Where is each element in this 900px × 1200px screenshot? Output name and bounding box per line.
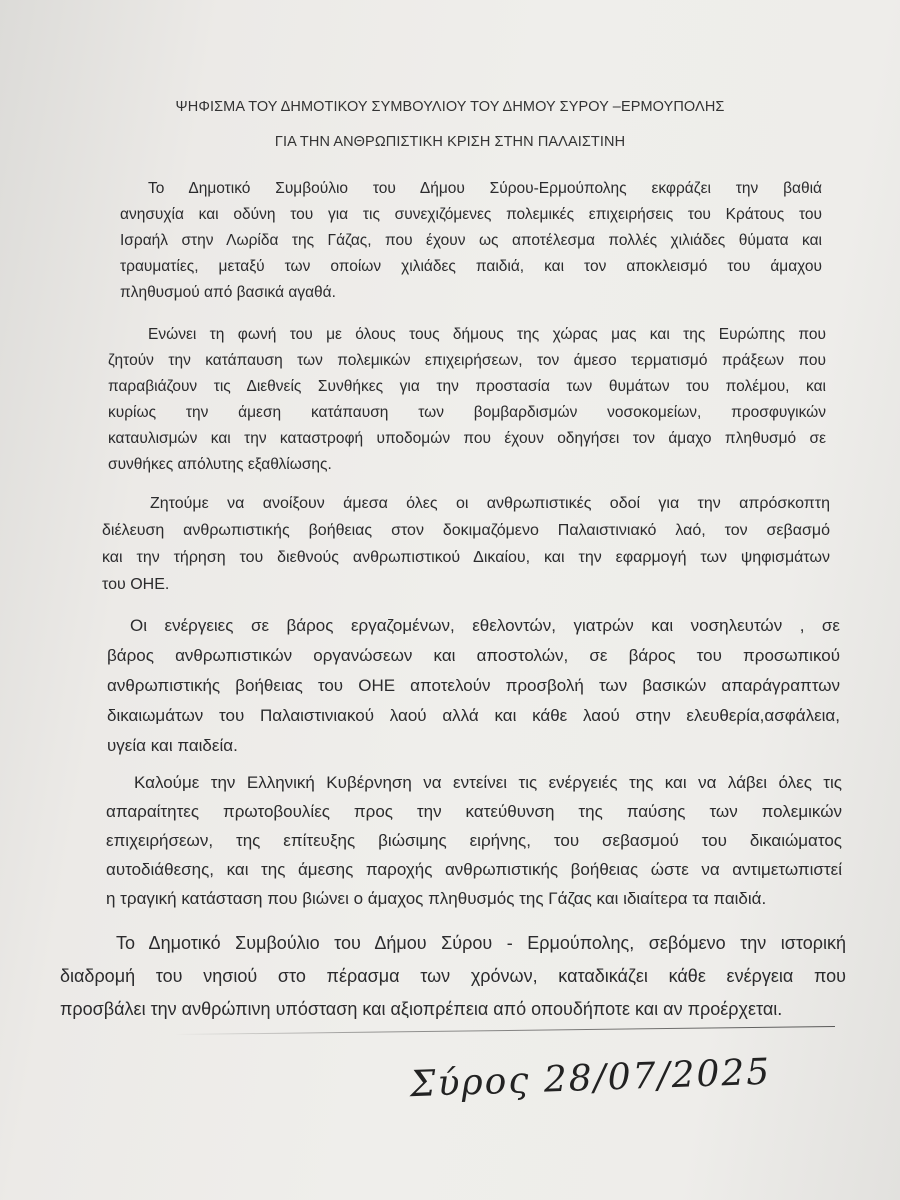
paragraph-line: ανησυχία και οδύνη του για τις συνεχιζόμενες πολεμικές επιχειρήσεις του Κράτους του xyxy=(120,206,822,223)
paragraph-line: Το Δημοτικό Συμβούλιο του Δήμου Σύρου - Ερμούπολης, σεβόμενο την ιστορική xyxy=(116,933,846,953)
paragraph-line: κυρίως την άμεση κατάπαυση των βομβαρδισμών νοσοκομείων, προσφυγικών xyxy=(108,404,826,421)
paragraph-line: Οι ενέργειες σε βάρος εργαζομένων, εθελοντών, γιατρών και νοσηλευτών , σε xyxy=(130,616,840,635)
document-subtitle: ΓΙΑ ΤΗΝ ΑΝΘΡΩΠΙΣΤΙΚΗ ΚΡΙΣΗ ΣΤΗΝ ΠΑΛΑΙΣΤΙΝΗ xyxy=(274,134,626,150)
paragraph-line: δικαιωμάτων του Παλαιστινιακού λαού αλλά και κάθε λαού στην ελευθερία,ασφάλεια, xyxy=(107,706,840,725)
paragraph-line: συνθήκες απόλυτης εξαθλίωσης. xyxy=(108,456,332,473)
paragraph-line: και την τήρηση του διεθνούς ανθρωπιστικού Δικαίου, και την εφαρμογή των ψηφισμάτων xyxy=(102,549,830,566)
paragraph-line: ανθρωπιστικής βοήθειας του ΟΗΕ αποτελούν προσβολή των βασικών απαράγραπτων xyxy=(107,676,840,695)
paragraph-line: του ΟΗΕ. xyxy=(102,576,170,593)
signature-divider xyxy=(175,1026,835,1035)
paragraph-line: τραυματίες, μεταξύ των οποίων χιλιάδες παιδιά, και τον αποκλεισμό του άμαχου xyxy=(120,258,822,275)
paragraph-line: απαραίτητες πρωτοβουλίες προς την κατεύθυνση της παύσης των πολεμικών xyxy=(106,802,842,821)
handwritten-place-date: Σύρος 28/07/2025 xyxy=(409,1051,772,1106)
paragraph-line: Το Δημοτικό Συμβούλιο του Δήμου Σύρου-Ερμούπολης εκφράζει την βαθιά xyxy=(148,180,822,197)
paragraph-line: παραβιάζουν τις Διεθνείς Συνθήκες για την προστασία των θυμάτων του πολέμου, και xyxy=(108,378,826,395)
document-title: ΨΗΦΙΣΜΑ ΤΟΥ ΔΗΜΟΤΙΚΟΥ ΣΥΜΒΟΥΛΙΟΥ ΤΟΥ ΔΗΜΟΥ ΣΥΡΟΥ –ΕΡΜΟΥΠΟΛΗΣ xyxy=(175,99,725,115)
paragraph-line: ζητούν την κατάπαυση των πολεμικών επιχειρήσεων, τον άμεσο τερματισμό πράξεων που xyxy=(108,352,826,369)
paragraph-line: προσβάλει την ανθρώπινη υπόσταση και αξιοπρέπεια από οπουδήποτε και αν προέρχεται. xyxy=(60,999,783,1019)
paragraph-line: επιχειρήσεων, της επίτευξης βιώσιμης ειρήνης, του σεβασμού του δικαιώματος xyxy=(106,831,842,850)
paragraph-line: η τραγική κατάσταση που βιώνει ο άμαχος πληθυσμός της Γάζας και ιδιαίτερα τα παιδιά. xyxy=(106,889,767,908)
paragraph-line: πληθυσμού από βασικά αγαθά. xyxy=(120,284,336,301)
paragraph-line: βάρος ανθρωπιστικών οργανώσεων και αποστολών, σε βάρος του προσωπικού xyxy=(107,646,840,665)
paragraph-line: καταυλισμών και την καταστροφή υποδομών που έχουν οδηγήσει τον άμαχο πληθυσμό σε xyxy=(108,430,826,447)
paragraph-line: Ισραήλ στην Λωρίδα της Γάζας, που έχουν ως αποτέλεσμα πολλές χιλιάδες θύματα και xyxy=(120,232,822,249)
paragraph-line: διαδρομή του νησιού στο πέρασμα των χρόνων, καταδικάζει κάθε ενέργεια που xyxy=(60,966,846,986)
paragraph-line: Ζητούμε να ανοίξουν άμεσα όλες οι ανθρωπιστικές οδοί για την απρόσκοπτη xyxy=(150,495,830,512)
paragraph-line: διέλευση ανθρωπιστικής βοήθειας στον δοκιμαζόμενο Παλαιστινιακό λαό, τον σεβασμό xyxy=(102,522,830,539)
paragraph-line: υγεία και παιδεία. xyxy=(107,736,238,755)
paragraph-line: αυτοδιάθεσης, και της άμεσης παροχής ανθρωπιστικής βοήθειας ώστε να αντιμετωπιστεί xyxy=(106,860,842,879)
paragraph-line: Ενώνει τη φωνή του με όλους τους δήμους της χώρας μας και της Ευρώπης που xyxy=(148,326,826,343)
paragraph-line: Καλούμε την Ελληνική Κυβέρνηση να εντείνει τις ενέργειές της και να λάβει όλες τις xyxy=(134,773,842,792)
